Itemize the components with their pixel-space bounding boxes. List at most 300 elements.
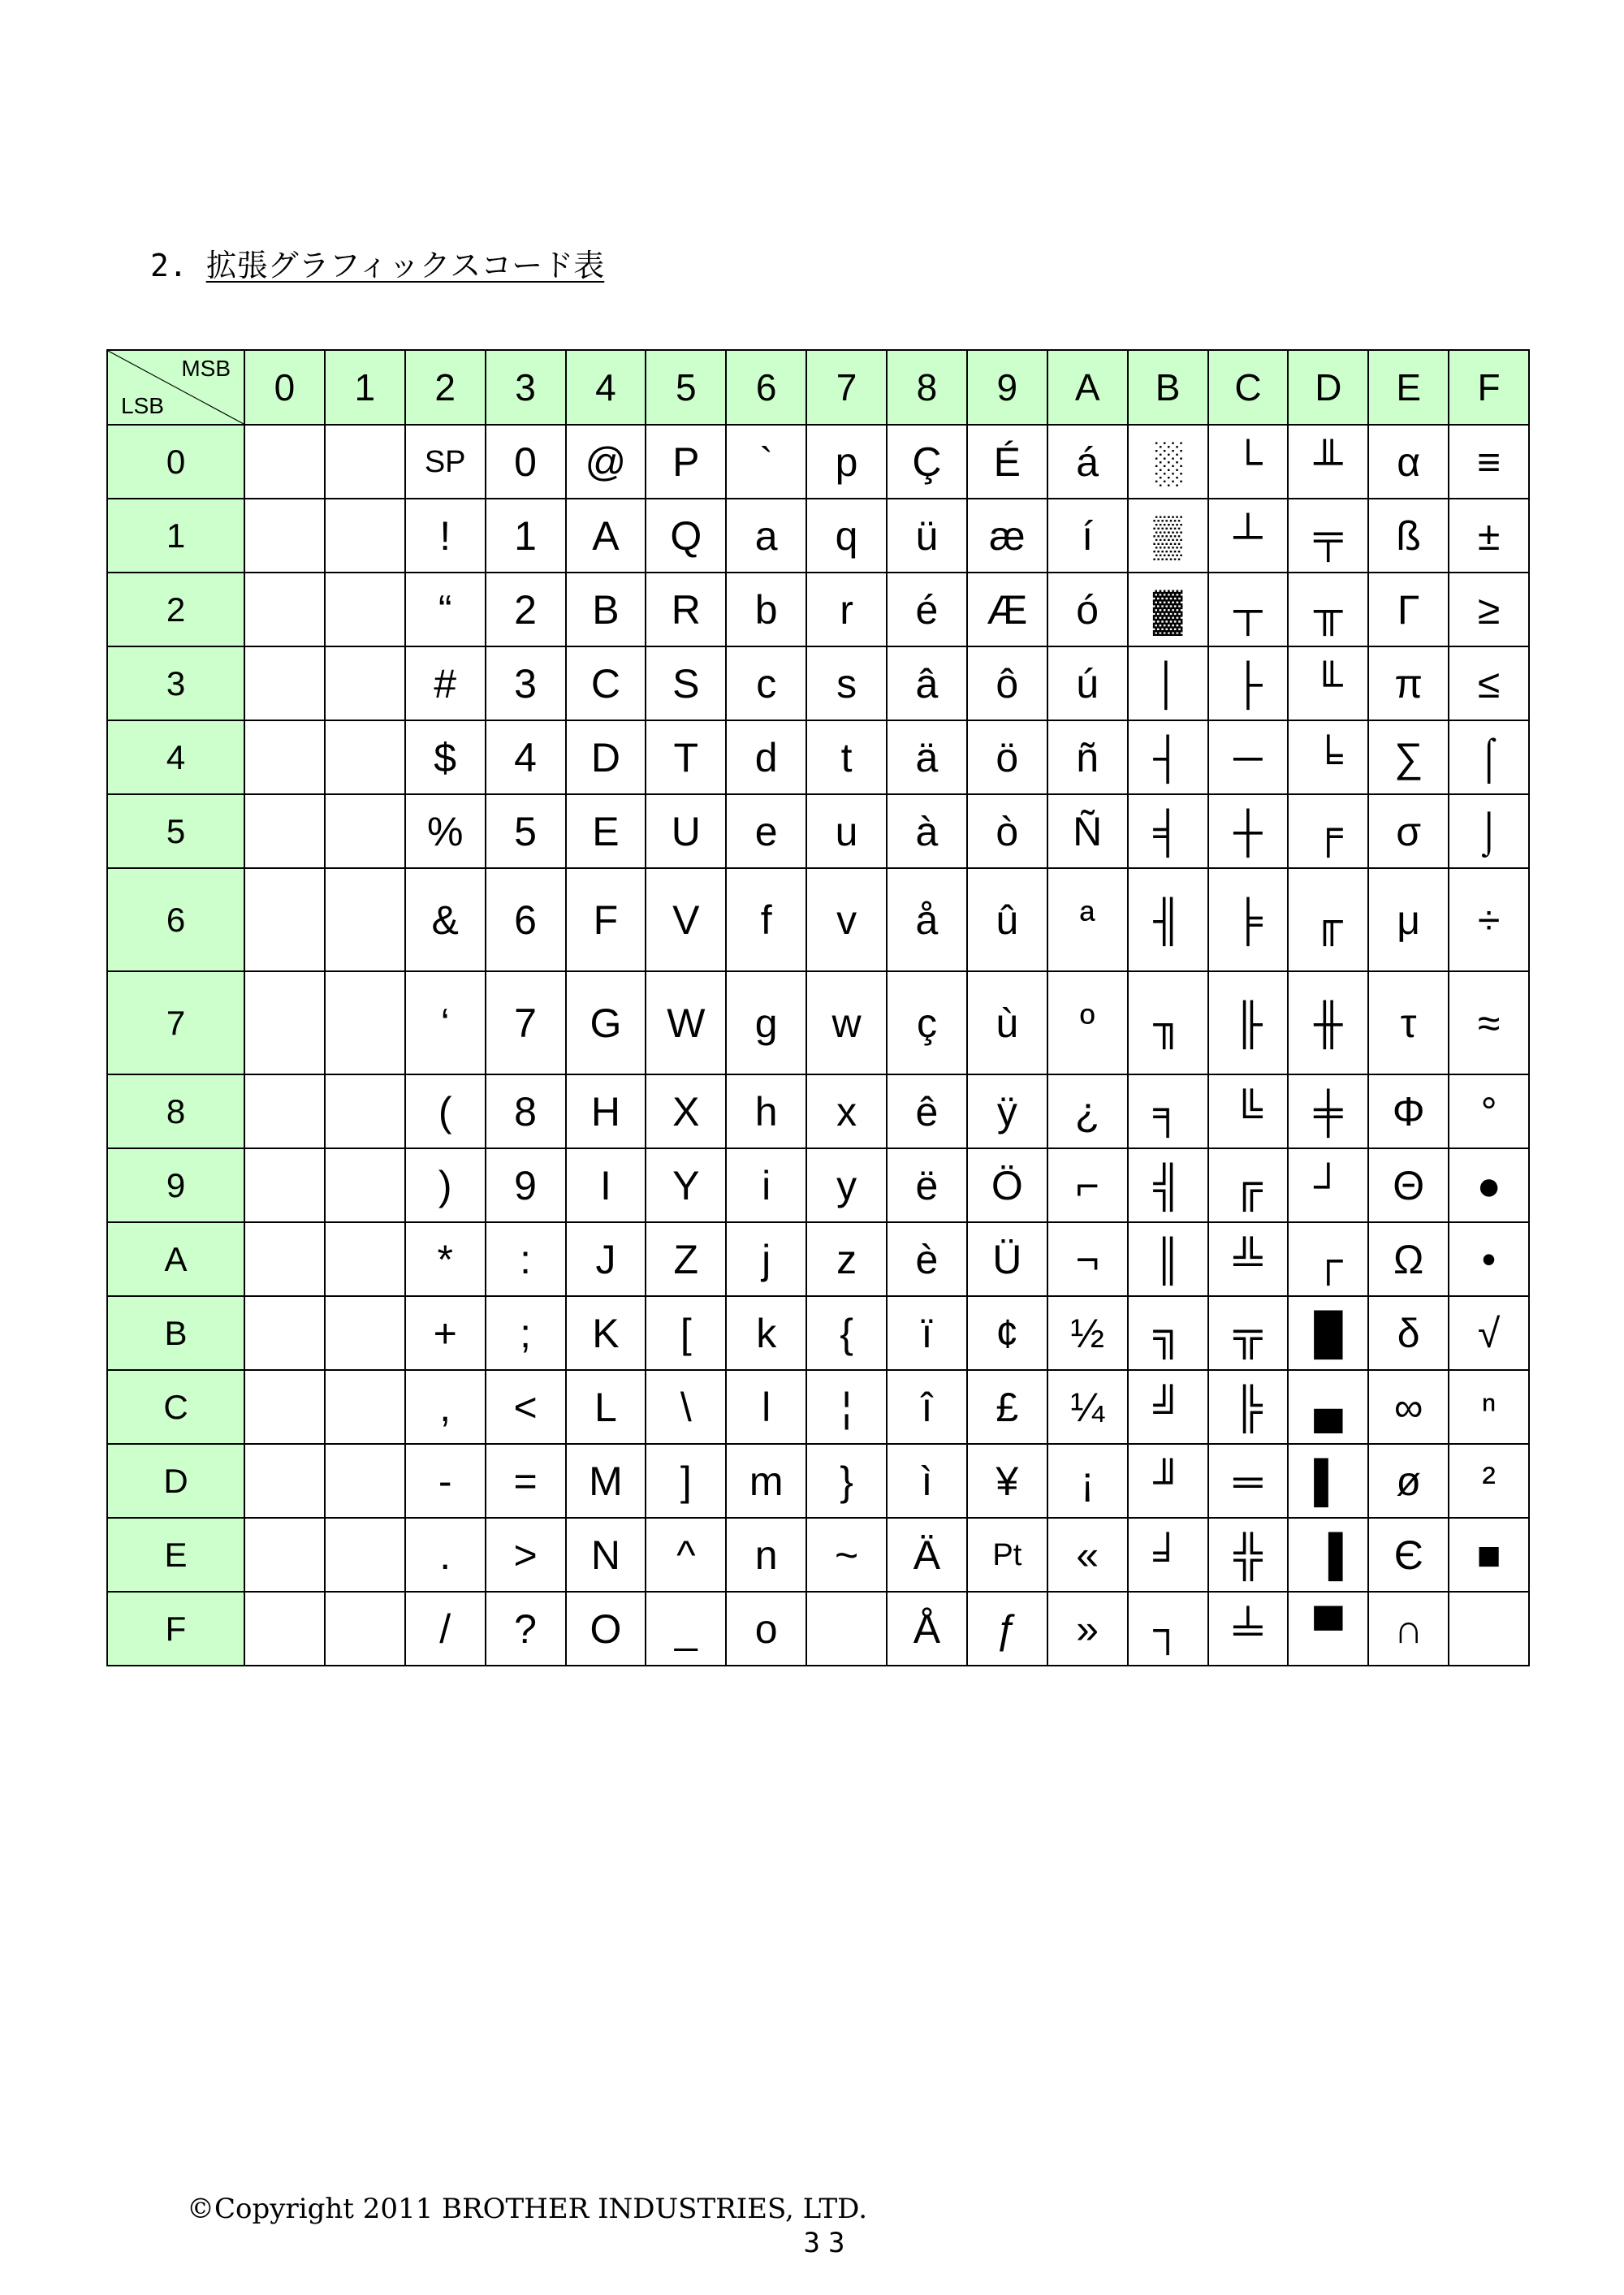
code-cell-68: h: [726, 1074, 806, 1148]
code-cell-AA: ¬: [1047, 1222, 1128, 1296]
code-cell-50: P: [646, 425, 726, 499]
code-cell-D4: ╘: [1288, 720, 1368, 794]
lsb-header-2: 2: [107, 573, 244, 646]
code-cell-84: ä: [887, 720, 967, 794]
code-cell-00: [244, 425, 325, 499]
code-cell-57: W: [646, 971, 726, 1074]
code-cell-17: [325, 971, 405, 1074]
code-cell-20: SP: [405, 425, 486, 499]
code-cell-66: f: [726, 868, 806, 971]
lsb-header-0: 0: [107, 425, 244, 499]
code-cell-94: ö: [967, 720, 1047, 794]
code-cell-C1: ┴: [1208, 499, 1289, 573]
code-cell-E1: ß: [1368, 499, 1449, 573]
code-cell-2C: ,: [405, 1370, 486, 1444]
code-cell-60: `: [726, 425, 806, 499]
code-cell-3D: =: [486, 1444, 566, 1518]
lsb-header-1: 1: [107, 499, 244, 573]
code-cell-D0: ╨: [1288, 425, 1368, 499]
code-cell-A6: ª: [1047, 868, 1128, 971]
code-cell-12: [325, 573, 405, 646]
code-cell-DE: ▐: [1288, 1518, 1368, 1592]
code-cell-F3: ≤: [1449, 646, 1529, 720]
code-cell-89: ë: [887, 1148, 967, 1222]
code-cell-46: F: [566, 868, 646, 971]
code-cell-96: û: [967, 868, 1047, 971]
lsb-header-7: 7: [107, 971, 244, 1074]
code-cell-1A: [325, 1222, 405, 1296]
msb-header-0: 0: [244, 350, 325, 425]
code-cell-5C: \: [646, 1370, 726, 1444]
code-cell-DF: ▀: [1288, 1592, 1368, 1666]
code-cell-E5: σ: [1368, 794, 1449, 868]
code-cell-B5: ╡: [1128, 794, 1208, 868]
code-cell-DC: ▄: [1288, 1370, 1368, 1444]
code-cell-72: r: [806, 573, 887, 646]
corner-cell: [107, 350, 244, 425]
msb-header-B: B: [1128, 350, 1208, 425]
code-cell-C5: ┼: [1208, 794, 1289, 868]
code-cell-BB: ╗: [1128, 1296, 1208, 1370]
code-cell-E7: τ: [1368, 971, 1449, 1074]
code-cell-67: g: [726, 971, 806, 1074]
code-cell-B2: ▓: [1128, 573, 1208, 646]
code-cell-D2: ╥: [1288, 573, 1368, 646]
code-cell-4E: N: [566, 1518, 646, 1592]
code-cell-F0: ≡: [1449, 425, 1529, 499]
code-cell-19: [325, 1148, 405, 1222]
code-cell-8E: Ä: [887, 1518, 967, 1592]
code-cell-0E: [244, 1518, 325, 1592]
code-cell-81: ü: [887, 499, 967, 573]
code-cell-59: Y: [646, 1148, 726, 1222]
code-cell-CF: ╧: [1208, 1592, 1289, 1666]
table-row: [107, 1296, 1529, 1370]
table-row: [107, 868, 1529, 971]
code-cell-B9: ╣: [1128, 1148, 1208, 1222]
code-cell-37: 7: [486, 971, 566, 1074]
code-cell-2F: /: [405, 1592, 486, 1666]
code-cell-E3: π: [1368, 646, 1449, 720]
code-cell-EE: Є: [1368, 1518, 1449, 1592]
lsb-header-B: B: [107, 1296, 244, 1370]
lsb-header-4: 4: [107, 720, 244, 794]
code-cell-02: [244, 573, 325, 646]
code-cell-03: [244, 646, 325, 720]
code-cell-4A: J: [566, 1222, 646, 1296]
code-cell-47: G: [566, 971, 646, 1074]
code-cell-D9: ┘: [1288, 1148, 1368, 1222]
code-cell-41: A: [566, 499, 646, 573]
code-cell-69: i: [726, 1148, 806, 1222]
code-cell-77: w: [806, 971, 887, 1074]
code-cell-15: [325, 794, 405, 868]
code-cell-AB: ½: [1047, 1296, 1128, 1370]
page-number: 33: [803, 2227, 853, 2259]
lsb-header-8: 8: [107, 1074, 244, 1148]
code-cell-24: $: [405, 720, 486, 794]
code-cell-5D: ]: [646, 1444, 726, 1518]
code-cell-D7: ╫: [1288, 971, 1368, 1074]
code-cell-ED: ø: [1368, 1444, 1449, 1518]
code-cell-B4: ┤: [1128, 720, 1208, 794]
code-cell-C2: ┬: [1208, 573, 1289, 646]
code-cell-16: [325, 868, 405, 971]
msb-header-C: C: [1208, 350, 1289, 425]
code-cell-E0: α: [1368, 425, 1449, 499]
lsb-header-C: C: [107, 1370, 244, 1444]
code-cell-FF: [1449, 1592, 1529, 1666]
code-cell-CC: ╠: [1208, 1370, 1289, 1444]
code-cell-07: [244, 971, 325, 1074]
code-cell-22: “: [405, 573, 486, 646]
code-cell-9A: Ü: [967, 1222, 1047, 1296]
code-cell-97: ù: [967, 971, 1047, 1074]
section-number: 2.: [150, 248, 188, 283]
code-cell-4D: M: [566, 1444, 646, 1518]
code-cell-25: %: [405, 794, 486, 868]
table-row: [107, 425, 1529, 499]
code-cell-6D: m: [726, 1444, 806, 1518]
code-cell-C4: ─: [1208, 720, 1289, 794]
extended-graphics-code-table: [106, 349, 1530, 1666]
msb-header-9: 9: [967, 350, 1047, 425]
code-cell-BD: ╜: [1128, 1444, 1208, 1518]
code-cell-CD: ═: [1208, 1444, 1289, 1518]
lsb-header-D: D: [107, 1444, 244, 1518]
code-cell-04: [244, 720, 325, 794]
code-cell-6C: l: [726, 1370, 806, 1444]
code-cell-A2: ó: [1047, 573, 1128, 646]
code-cell-53: S: [646, 646, 726, 720]
code-cell-8A: è: [887, 1222, 967, 1296]
code-cell-C8: ╚: [1208, 1074, 1289, 1148]
code-cell-82: é: [887, 573, 967, 646]
code-cell-98: ÿ: [967, 1074, 1047, 1148]
code-cell-63: c: [726, 646, 806, 720]
msb-header-1: 1: [325, 350, 405, 425]
code-cell-A3: ú: [1047, 646, 1128, 720]
code-cell-3C: <: [486, 1370, 566, 1444]
table-row: [107, 1370, 1529, 1444]
code-cell-C7: ╟: [1208, 971, 1289, 1074]
code-cell-A0: á: [1047, 425, 1128, 499]
code-cell-88: ê: [887, 1074, 967, 1148]
code-cell-45: E: [566, 794, 646, 868]
code-cell-A1: í: [1047, 499, 1128, 573]
table-row: [107, 1074, 1529, 1148]
code-cell-34: 4: [486, 720, 566, 794]
code-cell-75: u: [806, 794, 887, 868]
code-cell-08: [244, 1074, 325, 1148]
code-cell-0C: [244, 1370, 325, 1444]
msb-header-6: 6: [726, 350, 806, 425]
code-cell-3B: ;: [486, 1296, 566, 1370]
code-cell-58: X: [646, 1074, 726, 1148]
code-cell-85: à: [887, 794, 967, 868]
code-cell-92: Æ: [967, 573, 1047, 646]
code-cell-FB: √: [1449, 1296, 1529, 1370]
code-cell-0B: [244, 1296, 325, 1370]
code-cell-D3: ╙: [1288, 646, 1368, 720]
code-cell-7D: }: [806, 1444, 887, 1518]
code-cell-29: ): [405, 1148, 486, 1222]
code-cell-6E: n: [726, 1518, 806, 1592]
code-cell-65: e: [726, 794, 806, 868]
code-cell-4B: K: [566, 1296, 646, 1370]
code-cell-27: ‘: [405, 971, 486, 1074]
code-cell-87: ç: [887, 971, 967, 1074]
code-cell-33: 3: [486, 646, 566, 720]
code-cell-3A: :: [486, 1222, 566, 1296]
lsb-header-6: 6: [107, 868, 244, 971]
code-cell-2A: *: [405, 1222, 486, 1296]
code-cell-71: q: [806, 499, 887, 573]
lsb-header-A: A: [107, 1222, 244, 1296]
code-cell-78: x: [806, 1074, 887, 1148]
table-body: [107, 425, 1529, 1666]
code-cell-BC: ╝: [1128, 1370, 1208, 1444]
lsb-header-3: 3: [107, 646, 244, 720]
msb-header-row: [107, 350, 1529, 425]
code-cell-64: d: [726, 720, 806, 794]
code-cell-9E: Pt: [967, 1518, 1047, 1592]
code-cell-6A: j: [726, 1222, 806, 1296]
table-row: [107, 971, 1529, 1074]
code-cell-38: 8: [486, 1074, 566, 1148]
table-row: [107, 1148, 1529, 1222]
code-cell-AF: »: [1047, 1592, 1128, 1666]
code-cell-A5: Ñ: [1047, 794, 1128, 868]
code-cell-48: H: [566, 1074, 646, 1148]
code-cell-83: â: [887, 646, 967, 720]
table-row: [107, 1222, 1529, 1296]
msb-header-F: F: [1449, 350, 1529, 425]
code-cell-E4: ∑: [1368, 720, 1449, 794]
code-cell-B7: ╖: [1128, 971, 1208, 1074]
code-cell-70: p: [806, 425, 887, 499]
msb-label: MSB: [181, 356, 231, 381]
code-cell-1E: [325, 1518, 405, 1592]
code-cell-13: [325, 646, 405, 720]
code-cell-9F: ƒ: [967, 1592, 1047, 1666]
code-cell-FD: ²: [1449, 1444, 1529, 1518]
code-cell-5F: _: [646, 1592, 726, 1666]
msb-header-7: 7: [806, 350, 887, 425]
msb-header-4: 4: [566, 350, 646, 425]
copyright-notice: ©Copyright 2011 BROTHER INDUSTRIES, LTD.: [187, 2193, 868, 2225]
code-cell-B8: ╕: [1128, 1074, 1208, 1148]
code-cell-62: b: [726, 573, 806, 646]
code-cell-54: T: [646, 720, 726, 794]
code-cell-E2: Γ: [1368, 573, 1449, 646]
msb-header-5: 5: [646, 350, 726, 425]
code-cell-23: #: [405, 646, 486, 720]
code-cell-32: 2: [486, 573, 566, 646]
code-cell-F4: ⌠: [1449, 720, 1529, 794]
code-cell-56: V: [646, 868, 726, 971]
code-cell-B6: ╢: [1128, 868, 1208, 971]
code-cell-3E: >: [486, 1518, 566, 1592]
code-cell-7B: {: [806, 1296, 887, 1370]
code-cell-80: Ç: [887, 425, 967, 499]
code-cell-44: D: [566, 720, 646, 794]
code-cell-EF: ∩: [1368, 1592, 1449, 1666]
code-cell-8D: ì: [887, 1444, 967, 1518]
code-cell-AC: ¼: [1047, 1370, 1128, 1444]
code-cell-E8: Φ: [1368, 1074, 1449, 1148]
code-cell-A4: ñ: [1047, 720, 1128, 794]
code-cell-AD: ¡: [1047, 1444, 1128, 1518]
code-cell-35: 5: [486, 794, 566, 868]
code-cell-D5: ╒: [1288, 794, 1368, 868]
code-cell-74: t: [806, 720, 887, 794]
code-cell-28: (: [405, 1074, 486, 1148]
code-cell-36: 6: [486, 868, 566, 971]
code-cell-BE: ╛: [1128, 1518, 1208, 1592]
code-cell-BF: ┐: [1128, 1592, 1208, 1666]
code-cell-FA: •: [1449, 1222, 1529, 1296]
code-cell-40: @: [566, 425, 646, 499]
code-cell-6B: k: [726, 1296, 806, 1370]
code-cell-2E: .: [405, 1518, 486, 1592]
code-cell-D1: ╤: [1288, 499, 1368, 573]
code-cell-CA: ╩: [1208, 1222, 1289, 1296]
code-cell-8F: Å: [887, 1592, 967, 1666]
code-cell-18: [325, 1074, 405, 1148]
table-row: [107, 794, 1529, 868]
code-cell-8C: î: [887, 1370, 967, 1444]
lsb-label: LSB: [121, 393, 164, 418]
code-cell-D8: ╪: [1288, 1074, 1368, 1148]
code-cell-1F: [325, 1592, 405, 1666]
code-cell-7E: ~: [806, 1518, 887, 1592]
code-cell-61: a: [726, 499, 806, 573]
code-cell-3F: ?: [486, 1592, 566, 1666]
code-cell-1D: [325, 1444, 405, 1518]
code-cell-7A: z: [806, 1222, 887, 1296]
code-cell-1C: [325, 1370, 405, 1444]
code-cell-5A: Z: [646, 1222, 726, 1296]
table-row: [107, 499, 1529, 573]
code-cell-5E: ^: [646, 1518, 726, 1592]
code-cell-91: æ: [967, 499, 1047, 573]
code-cell-DB: █: [1288, 1296, 1368, 1370]
msb-header-3: 3: [486, 350, 566, 425]
lsb-header-E: E: [107, 1518, 244, 1592]
code-cell-93: ô: [967, 646, 1047, 720]
section-heading: [150, 245, 604, 286]
code-cell-99: Ö: [967, 1148, 1047, 1222]
code-cell-51: Q: [646, 499, 726, 573]
code-cell-8B: ï: [887, 1296, 967, 1370]
code-cell-C6: ╞: [1208, 868, 1289, 971]
code-cell-76: v: [806, 868, 887, 971]
code-cell-F9: ●: [1449, 1148, 1529, 1222]
lsb-header-F: F: [107, 1592, 244, 1666]
code-cell-FC: ⁿ: [1449, 1370, 1529, 1444]
code-cell-1B: [325, 1296, 405, 1370]
code-cell-CE: ╬: [1208, 1518, 1289, 1592]
code-cell-7F: [806, 1592, 887, 1666]
code-cell-9B: ¢: [967, 1296, 1047, 1370]
code-cell-4F: O: [566, 1592, 646, 1666]
code-cell-30: 0: [486, 425, 566, 499]
code-cell-4C: L: [566, 1370, 646, 1444]
code-cell-42: B: [566, 573, 646, 646]
msb-header-D: D: [1288, 350, 1368, 425]
code-cell-06: [244, 868, 325, 971]
code-cell-9D: ¥: [967, 1444, 1047, 1518]
code-cell-26: &: [405, 868, 486, 971]
code-cell-5B: [: [646, 1296, 726, 1370]
code-cell-BA: ║: [1128, 1222, 1208, 1296]
code-cell-EC: ∞: [1368, 1370, 1449, 1444]
code-cell-F7: ≈: [1449, 971, 1529, 1074]
code-cell-F6: ÷: [1449, 868, 1529, 971]
code-cell-F8: °: [1449, 1074, 1529, 1148]
code-cell-A8: ¿: [1047, 1074, 1128, 1148]
code-cell-7C: ¦: [806, 1370, 887, 1444]
code-cell-14: [325, 720, 405, 794]
code-cell-05: [244, 794, 325, 868]
code-cell-11: [325, 499, 405, 573]
code-cell-39: 9: [486, 1148, 566, 1222]
code-cell-E6: μ: [1368, 868, 1449, 971]
code-cell-A7: º: [1047, 971, 1128, 1074]
code-cell-9C: £: [967, 1370, 1047, 1444]
code-cell-0A: [244, 1222, 325, 1296]
code-cell-10: [325, 425, 405, 499]
msb-header-2: 2: [405, 350, 486, 425]
code-cell-D6: ╓: [1288, 868, 1368, 971]
msb-header-E: E: [1368, 350, 1449, 425]
code-cell-B0: ░: [1128, 425, 1208, 499]
code-cell-0D: [244, 1444, 325, 1518]
code-cell-F1: ±: [1449, 499, 1529, 573]
code-cell-55: U: [646, 794, 726, 868]
table-row: [107, 573, 1529, 646]
code-cell-B1: ▒: [1128, 499, 1208, 573]
code-cell-73: s: [806, 646, 887, 720]
lsb-header-9: 9: [107, 1148, 244, 1222]
code-cell-01: [244, 499, 325, 573]
code-cell-C9: ╔: [1208, 1148, 1289, 1222]
code-cell-21: !: [405, 499, 486, 573]
code-cell-86: å: [887, 868, 967, 971]
code-cell-79: y: [806, 1148, 887, 1222]
code-cell-90: É: [967, 425, 1047, 499]
code-cell-EB: δ: [1368, 1296, 1449, 1370]
table-row: [107, 1518, 1529, 1592]
code-cell-09: [244, 1148, 325, 1222]
code-cell-EA: Ω: [1368, 1222, 1449, 1296]
table-row: [107, 1444, 1529, 1518]
table-row: [107, 1592, 1529, 1666]
code-cell-C0: └: [1208, 425, 1289, 499]
lsb-header-5: 5: [107, 794, 244, 868]
code-cell-E9: Θ: [1368, 1148, 1449, 1222]
table-row: [107, 646, 1529, 720]
code-cell-FE: ■: [1449, 1518, 1529, 1592]
code-cell-CB: ╦: [1208, 1296, 1289, 1370]
code-cell-95: ò: [967, 794, 1047, 868]
code-cell-31: 1: [486, 499, 566, 573]
section-title: 拡張グラフィックスコード表: [205, 248, 605, 283]
code-cell-0F: [244, 1592, 325, 1666]
code-cell-C3: ├: [1208, 646, 1289, 720]
code-cell-B3: │: [1128, 646, 1208, 720]
